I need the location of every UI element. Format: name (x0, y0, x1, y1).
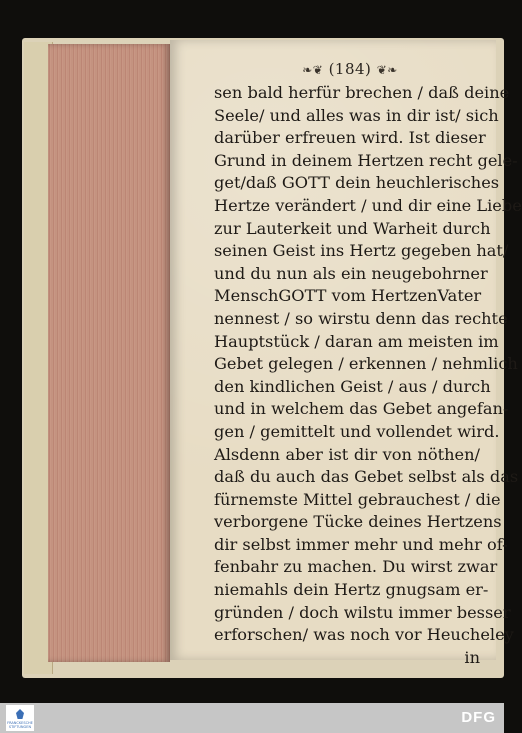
text-line: get/daß GOTT dein heuchlerisches (214, 173, 500, 193)
text-line: und du nun als ein neugebohrner (214, 263, 488, 283)
text-line: Gebet gelegen / erkennen / nehmlich (214, 354, 518, 374)
text-line: nennest / so wirstu denn das rechte (214, 308, 508, 328)
text-line: Grund in deinem Hertzen recht gele- (214, 150, 518, 170)
ornament-left-icon: ❧❦ (302, 63, 324, 77)
text-line: Hauptstück / daran am meisten im (214, 331, 499, 351)
dfg-logo[interactable]: DFG (461, 709, 496, 726)
page-header (290, 60, 410, 78)
text-line: dir selbst immer mehr und mehr of- (214, 534, 508, 554)
text-line: erforschen/ was noch vor Heucheley (214, 625, 514, 645)
text-line: zur Lauterkeit und Warheit durch (214, 218, 491, 238)
text-line: Hertze verändert / und dir eine Liebe (214, 195, 522, 215)
text-line: Alsdenn aber ist dir von nöthen/ (214, 444, 480, 464)
francke-logo-icon (16, 709, 24, 719)
text-line: verborgene Tücke deines Hertzens (214, 512, 502, 532)
text-line: Seele/ und alles was in dir ist/ sich (214, 105, 499, 125)
page-edges (48, 44, 170, 662)
text-line: und in welchem das Gebet angefan- (214, 399, 509, 419)
text-line: fürnemste Mittel gebrauchest / die (214, 489, 501, 509)
text-line: seinen Geist ins Hertz gegeben hat/ (214, 241, 509, 261)
text-line: sen bald herfür brechen / daß deine (214, 83, 510, 102)
text-line: den kindlichen Geist / aus / durch (214, 376, 491, 396)
text-line: MenschGOTT vom HertzenVater (214, 286, 482, 306)
catchword: in (464, 647, 480, 667)
page-text (214, 82, 522, 669)
ornament-right-icon: ❦❧ (376, 63, 398, 77)
text-line: daß du auch das Gebet selbst als das (214, 467, 519, 487)
text-line: niemahls dein Hertz gnugsam er- (214, 580, 489, 600)
text-line: fenbahr zu machen. Du wirst zwar (214, 557, 498, 577)
book-page (170, 40, 522, 667)
text-line: darüber erfreuen wird. Ist dieser (214, 128, 486, 148)
viewer-footer-bar (0, 703, 504, 733)
francke-logo-text: FRANCKESCHE STIFTUNGEN (7, 721, 33, 729)
text-line: gen / gemittelt und vollendet wird. (214, 421, 500, 441)
francke-foundation-logo[interactable] (6, 705, 34, 731)
page-number: (184) (328, 60, 372, 78)
text-line: gründen / doch wilstu immer besser (214, 602, 511, 622)
